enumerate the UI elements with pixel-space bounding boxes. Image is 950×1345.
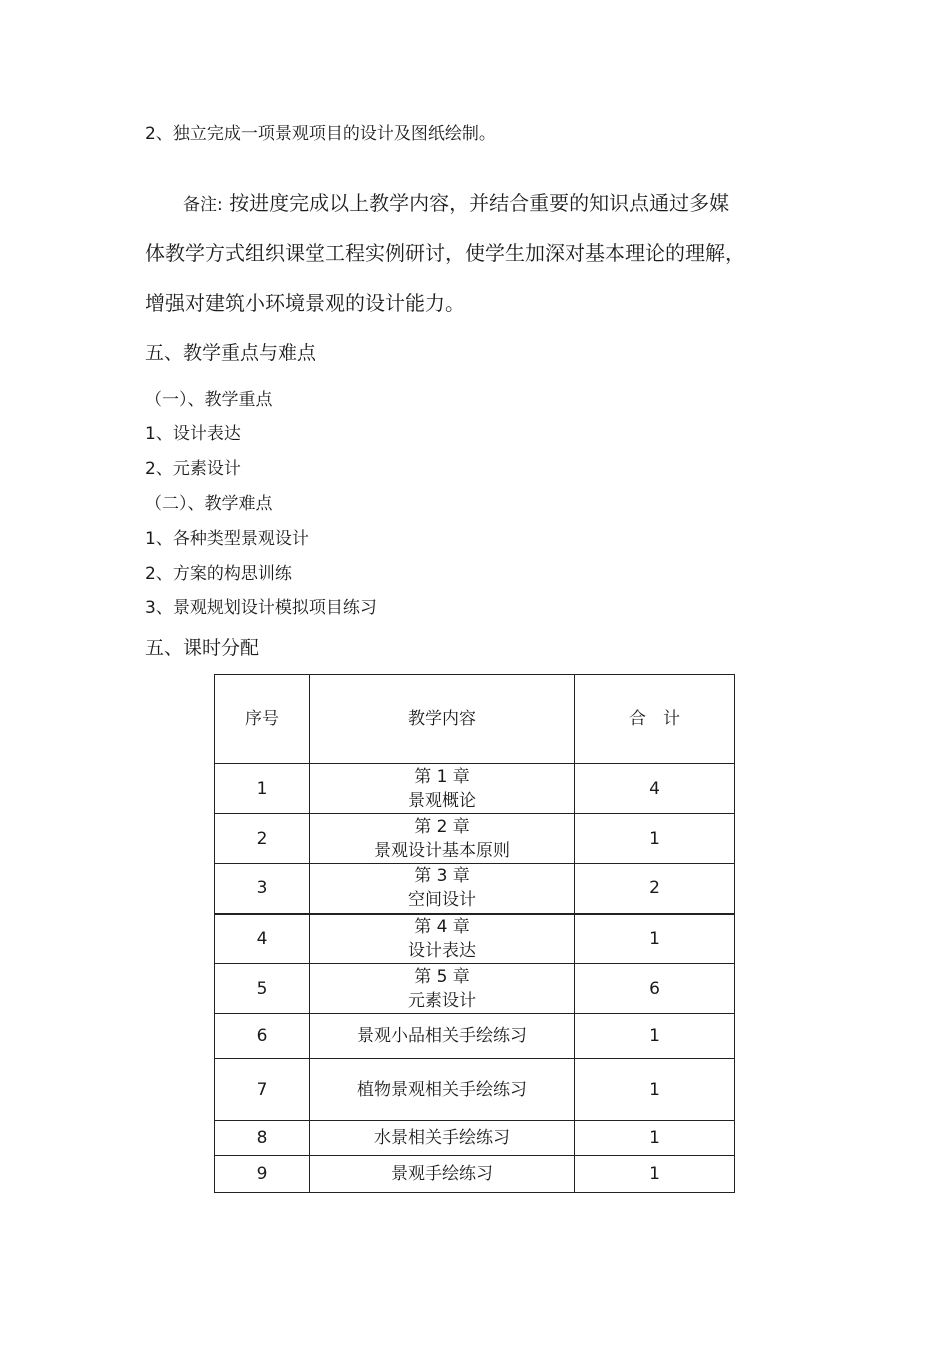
cell-hours: 1 (575, 814, 735, 864)
key-point-1: 1、设计表达 (145, 424, 241, 444)
table-row (215, 914, 735, 964)
cell-seq: 4 (215, 914, 310, 964)
cell-seq: 2 (215, 814, 310, 864)
note-line-2: 体教学方式组织课堂工程实例研讨，使学生加深对基本理论的理解， (145, 241, 745, 265)
header-total: 合 计 (575, 675, 735, 764)
subheading-difficult-points: （二）、教学难点 (145, 494, 273, 514)
cell-hours: 2 (575, 864, 735, 914)
difficult-point-1: 1、各种类型景观设计 (145, 529, 309, 549)
chapter-title: 第 1 章 (414, 766, 470, 787)
difficult-point-3: 3、景观规划设计模拟项目练习 (145, 598, 377, 618)
cell-hours: 1 (575, 1014, 735, 1059)
cell-seq: 3 (215, 864, 310, 914)
table-header-row (215, 675, 735, 764)
hours-allocation-table (214, 674, 735, 1193)
header-seq: 序号 (215, 675, 310, 764)
cell-hours: 4 (575, 764, 735, 814)
cell-content (310, 814, 575, 864)
chapter-name: 景观设计基本原则 (374, 840, 510, 861)
cell-hours: 6 (575, 964, 735, 1014)
subheading-key-points: （一）、教学重点 (145, 390, 273, 410)
cell-content (310, 764, 575, 814)
cell-seq: 9 (215, 1156, 310, 1193)
header-content: 教学内容 (310, 675, 575, 764)
cell-content (310, 864, 575, 914)
cell-seq: 1 (215, 764, 310, 814)
cell-content (310, 914, 575, 964)
chapter-title: 第 5 章 (414, 966, 470, 987)
table-row (215, 814, 735, 864)
section-heading-key-points: 五、教学重点与难点 (145, 342, 317, 364)
cell-seq: 5 (215, 964, 310, 1014)
cell-hours: 1 (575, 1121, 735, 1156)
cell-seq: 8 (215, 1121, 310, 1156)
chapter-title: 第 4 章 (414, 916, 470, 937)
chapter-title: 第 3 章 (414, 866, 470, 887)
cell-content: 景观手绘练习 (310, 1156, 575, 1193)
chapter-name: 元素设计 (408, 990, 476, 1011)
table-row (215, 1121, 735, 1156)
chapter-name: 景观概论 (408, 790, 476, 811)
table-row (215, 864, 735, 914)
chapter-name: 空间设计 (408, 890, 476, 911)
table-row (215, 1014, 735, 1059)
cell-content: 景观小品相关手绘练习 (310, 1014, 575, 1059)
chapter-title: 第 2 章 (414, 816, 470, 837)
key-point-2: 2、元素设计 (145, 459, 241, 479)
cell-hours: 1 (575, 1156, 735, 1193)
table-row (215, 764, 735, 814)
chapter-name: 设计表达 (408, 940, 476, 961)
cell-content: 水景相关手绘练习 (310, 1121, 575, 1156)
difficult-point-2: 2、方案的构思训练 (145, 564, 292, 584)
table-row (215, 1059, 735, 1121)
cell-content (310, 964, 575, 1014)
table-row (215, 964, 735, 1014)
cell-seq: 7 (215, 1059, 310, 1121)
table-row (215, 1156, 735, 1193)
note-text: 按进度完成以上教学内容，并结合重要的知识点通过多媒 (229, 191, 730, 215)
paragraph-item-2: 2、独立完成一项景观项目的设计及图纸绘制。 (145, 124, 496, 144)
note-label: 备注: (183, 195, 223, 215)
cell-hours: 1 (575, 1059, 735, 1121)
note-line-3: 增强对建筑小环境景观的设计能力。 (145, 291, 465, 315)
section-heading-hours: 五、课时分配 (145, 637, 260, 659)
cell-content: 植物景观相关手绘练习 (310, 1059, 575, 1121)
note-line-1 (183, 193, 729, 214)
cell-seq: 6 (215, 1014, 310, 1059)
cell-hours: 1 (575, 914, 735, 964)
